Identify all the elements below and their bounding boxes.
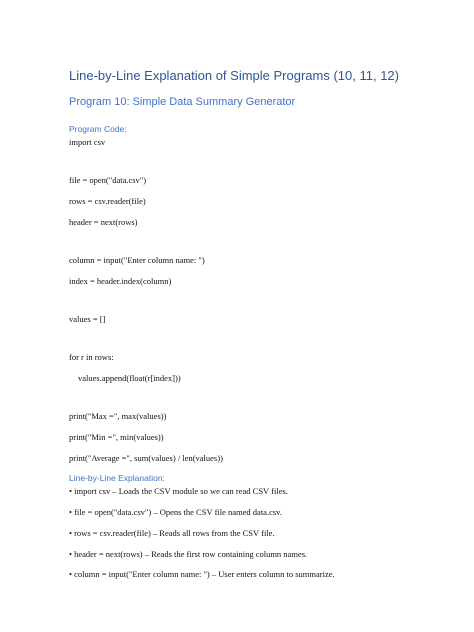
explanation-label: Line-by-Line Explanation: [69, 473, 165, 483]
explanation-item: • file = open("data.csv") – Opens the CSV file named data.csv. [69, 507, 282, 517]
explanation-item: • import csv – Loads the CSV module so we can read CSV files. [69, 486, 288, 496]
code-line: column = input("Enter column name: ") [69, 255, 205, 265]
code-line: import csv [69, 137, 106, 147]
program-heading: Program 10: Simple Data Summary Generator [69, 96, 296, 108]
explanation-item: • header = next(rows) – Reads the first row containing column names. [69, 549, 308, 559]
code-line: header = next(rows) [69, 217, 138, 227]
code-line: values = [] [69, 314, 106, 324]
code-line: rows = csv.reader(file) [69, 196, 146, 206]
code-line: for r in rows: [69, 352, 114, 362]
code-line: print("Min =", min(values)) [69, 432, 164, 442]
program-code-label: Program Code: [69, 124, 127, 134]
code-line: values.append(float(r[index])) [78, 373, 181, 383]
code-line: print("Max =", max(values)) [69, 411, 167, 421]
explanation-item: • column = input("Enter column name: ") – User enters column to summarize. [69, 569, 335, 579]
code-line: index = header.index(column) [69, 276, 172, 286]
code-line: file = open("data.csv") [69, 175, 147, 185]
document-title: Line-by-Line Explanation of Simple Programs (10, 11, 12) [69, 68, 399, 83]
code-line: print("Average =", sum(values) / len(values)) [69, 453, 223, 463]
explanation-item: • rows = csv.reader(file) – Reads all rows from the CSV file. [69, 528, 275, 538]
